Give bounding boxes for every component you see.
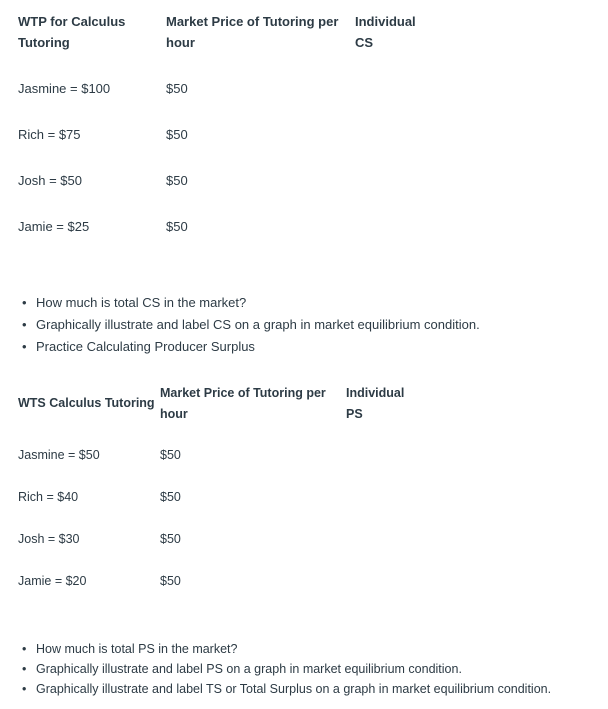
price-header <box>160 383 326 425</box>
table-cell-price: $50 <box>166 81 188 96</box>
table-cell-buyer: Jasmine = $100 <box>18 81 111 96</box>
table-cell-seller: Jamie = $20 <box>18 574 87 588</box>
list-item: • Graphically illustrate and label CS on a graph in market equilibrium condition. <box>20 314 480 336</box>
table-cell-price: $50 <box>160 574 181 588</box>
cs-header-line1: Individual <box>355 14 416 29</box>
table-cell-price: $50 <box>166 127 188 142</box>
ps-header-line2: PS <box>346 407 363 421</box>
price-header-line1: Market Price of Tutoring per <box>160 386 326 400</box>
price-header-line1: Market Price of Tutoring per <box>166 14 339 29</box>
ps-header <box>346 383 404 425</box>
ps-header-line1: Individual <box>346 386 405 400</box>
table-cell-seller: Rich = $40 <box>18 490 79 504</box>
list-item: • How much is total PS in the market? <box>20 639 551 659</box>
wts-header: WTS Calculus Tutoring <box>18 396 155 410</box>
table-cell-price: $50 <box>160 532 181 546</box>
table-cell-seller: Jasmine = $50 <box>18 448 100 462</box>
ps-questions-list <box>20 639 551 699</box>
wtp-header <box>18 11 125 53</box>
table-cell-buyer: Rich = $75 <box>18 127 81 142</box>
table-cell-seller: Josh = $30 <box>18 532 80 546</box>
cs-questions-list <box>20 292 480 358</box>
price-header-line2: hour <box>166 35 195 50</box>
price-header <box>166 11 338 53</box>
list-item: • Graphically illustrate and label TS or Total Surplus on a graph in market equilibrium condition. <box>20 679 551 699</box>
table-cell-buyer: Jamie = $25 <box>18 219 90 234</box>
wtp-header-line2: Tutoring <box>18 35 70 50</box>
list-item: • How much is total CS in the market? <box>20 292 480 314</box>
list-item: • Practice Calculating Producer Surplus <box>20 336 480 358</box>
price-header-line2: hour <box>160 407 188 421</box>
cs-header-line2: CS <box>355 35 374 50</box>
cs-header <box>355 11 416 53</box>
table-cell-price: $50 <box>166 219 188 234</box>
list-item: • Graphically illustrate and label PS on a graph in market equilibrium condition. <box>20 659 551 679</box>
table-cell-buyer: Josh = $50 <box>18 173 82 188</box>
table-cell-price: $50 <box>166 173 188 188</box>
table-cell-price: $50 <box>160 490 181 504</box>
table-cell-price: $50 <box>160 448 181 462</box>
wtp-header-line1: WTP for Calculus <box>18 14 126 29</box>
